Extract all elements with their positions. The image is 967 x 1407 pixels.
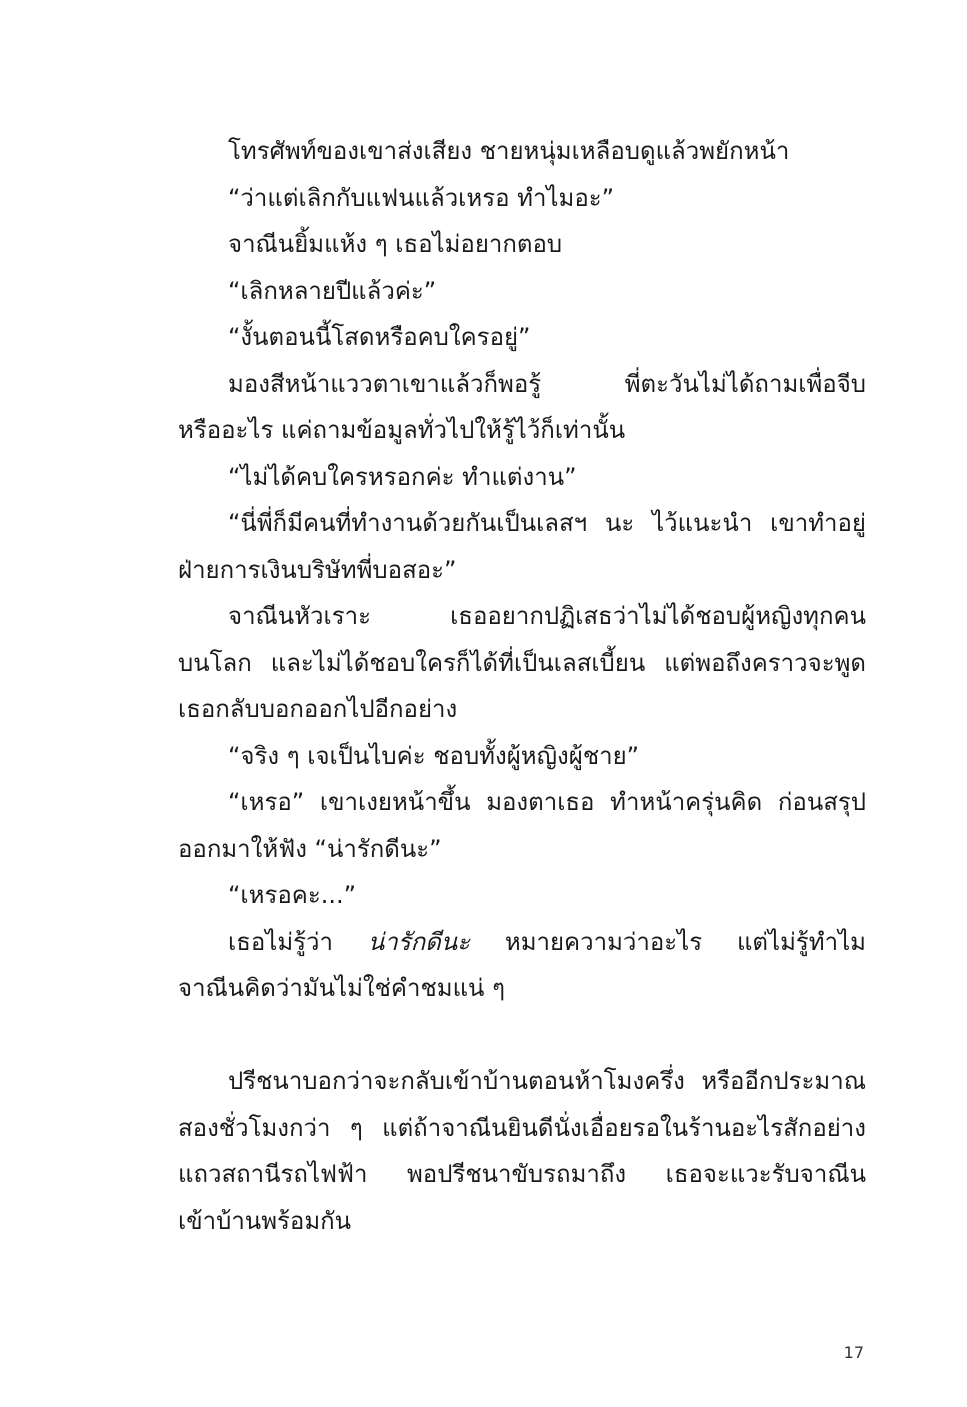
text-segment: เธอไม่รู้ว่า <box>228 927 333 956</box>
text-segment: หมายความว่าอะไร แต่ไม่รู้ทำไม <box>504 927 866 956</box>
body-text <box>178 128 866 1244</box>
text-line: แถวสถานีรถไฟฟ้า พอปรีชนาขับรถมาถึง เธอจะแวะรับจาณีน <box>178 1160 866 1188</box>
text-line: จาณีนหัวเราะ เธออยากปฏิเสธว่าไม่ได้ชอบผู้หญิงทุกคน <box>228 602 866 630</box>
text-line: สองชั่วโมงกว่า ๆ แต่ถ้าจาณีนยินดีนั่งเอื่อยรอในร้านอะไรสักอย่าง <box>178 1113 866 1142</box>
text-line: เธอกลับบอกออกไปอีกอย่าง <box>178 695 458 723</box>
text-line: ปรีชนาบอกว่าจะกลับเข้าบ้านตอนห้าโมงครึ่ง หรืออีกประมาณ <box>228 1067 866 1095</box>
text-line <box>178 919 866 966</box>
text-line: ออกมาให้ฟัง “น่ารักดีนะ” <box>178 834 442 863</box>
italic-phrase: น่ารักดีนะ <box>367 927 471 956</box>
text-line: จาณีนยิ้มแห้ง ๆ เธอไม่อยากตอบ <box>228 230 563 258</box>
page-number: 17 <box>843 1343 864 1362</box>
text-line: เข้าบ้านพร้อมกัน <box>178 1206 352 1235</box>
section-break <box>178 1012 866 1059</box>
dialogue-line: “เหรอคะ...” <box>228 881 357 909</box>
dialogue-line: “นี่พี่ก็มีคนที่ทำงานด้วยกันเป็นเลสฯ นะ ไว้แนะนำ เขาทำอยู่ <box>228 509 866 537</box>
dialogue-line: “เลิกหลายปีแล้วค่ะ” <box>228 276 437 305</box>
text-line: บนโลก และไม่ได้ชอบใครก็ได้ที่เป็นเลสเบี้ยน แต่พอถึงคราวจะพูด <box>178 648 866 677</box>
text-line: จาณีนคิดว่ามันไม่ใช่คำชมแน่ ๆ <box>178 974 505 1002</box>
text-line: โทรศัพท์ของเขาส่งเสียง ชายหนุ่มเหลือบดูแล้วพยักหน้า <box>228 137 790 165</box>
text-line: ฝ่ายการเงินบริษัทพี่บอสอะ” <box>178 555 457 584</box>
text-line: มองสีหน้าแววตาเขาแล้วก็พอรู้ พี่ตะวันไม่ได้ถามเพื่อจีบ <box>228 369 866 398</box>
dialogue-line: “เหรอ” เขาเงยหน้าขึ้น มองตาเธอ ทำหน้าครุ่นคิด ก่อนสรุป <box>228 788 866 816</box>
dialogue-line: “ไม่ได้คบใครหรอกค่ะ ทำแต่งาน” <box>228 462 577 491</box>
dialogue-line: “งั้นตอนนี้โสดหรือคบใครอยู่” <box>228 323 531 351</box>
dialogue-line: “ว่าแต่เลิกกับแฟนแล้วเหรอ ทำไมอะ” <box>228 183 615 212</box>
text-line: หรืออะไร แค่ถามข้อมูลทั่วไปให้รู้ไว้ก็เท่านั้น <box>178 416 626 444</box>
dialogue-line: “จริง ๆ เจเป็นไบค่ะ ชอบทั้งผู้หญิงผู้ชาย” <box>228 741 640 770</box>
